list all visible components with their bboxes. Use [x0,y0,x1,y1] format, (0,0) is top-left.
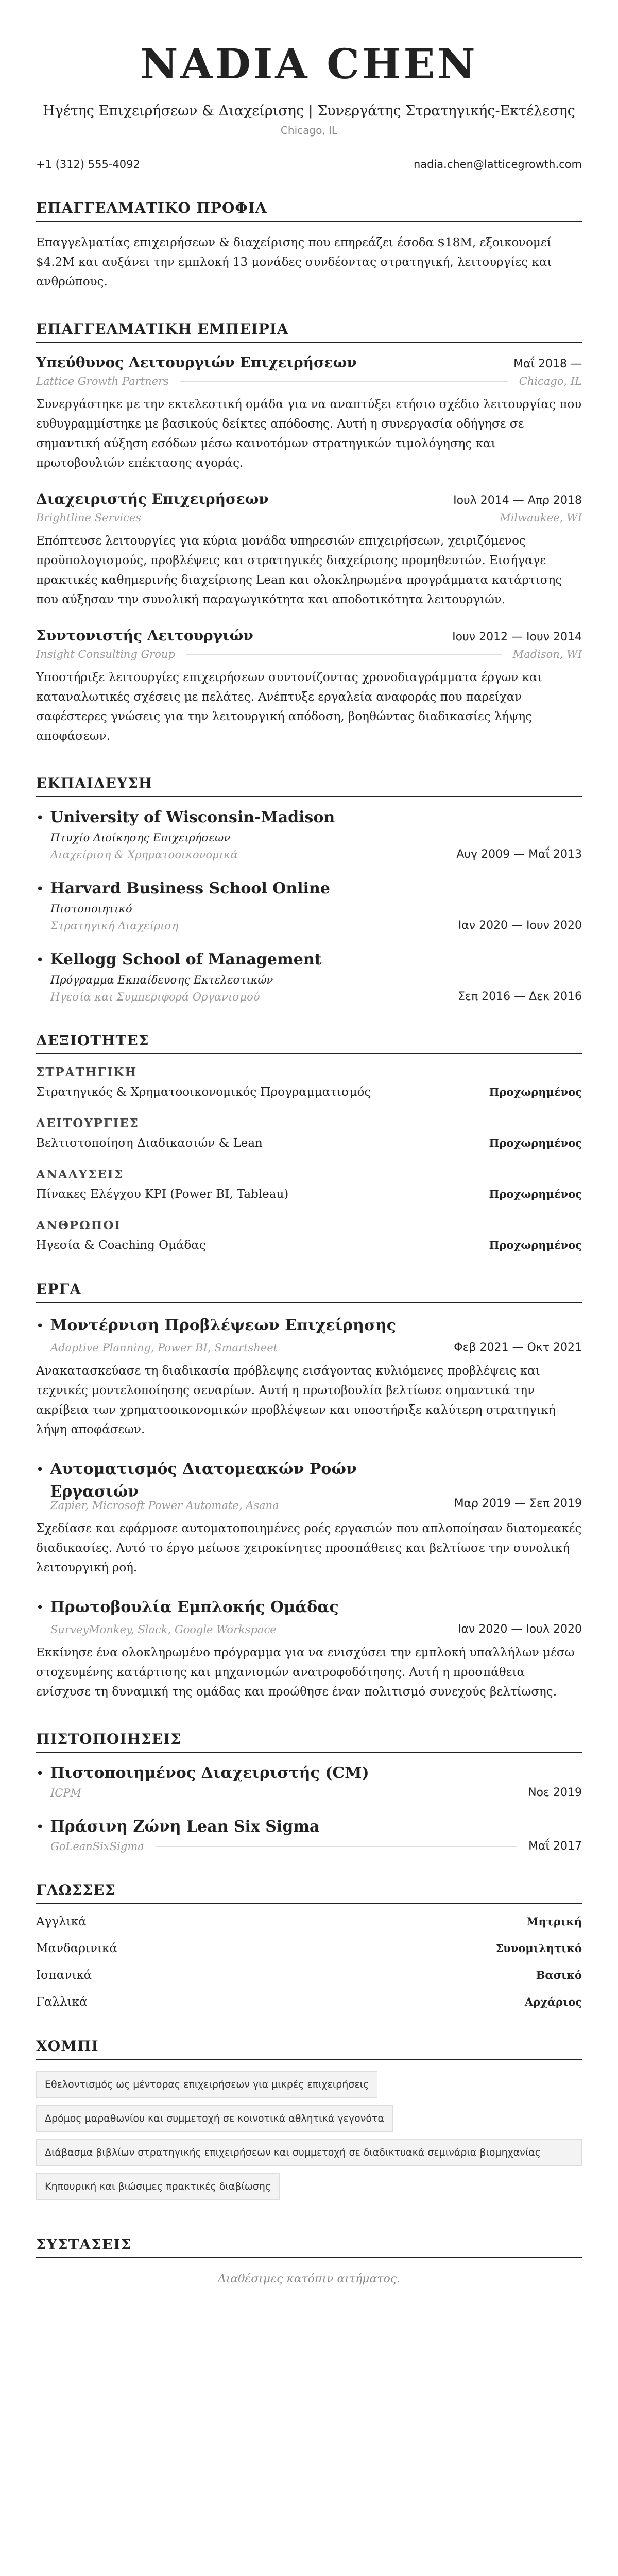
certification-title: Πιστοποιημένος Διαχειριστής (CM) [50,1764,369,1782]
language-row [36,1969,582,1982]
section-heading: ΠΙΣΤΟΠΟΙΗΣΕΙΣ [36,1731,582,1753]
bullet-icon: • [36,1318,44,1334]
references-text: Διαθέσιμες κατόπιν αιτήματος. [217,2273,401,2285]
skill-category [36,1167,582,1201]
certification-entry [36,1818,582,1853]
project-title: Πρωτοβουλία Εμπλοκής Ομάδας [50,1598,339,1616]
skill-name: Βελτιστοποίηση Διαδικασιών & Lean [36,1137,263,1150]
job-entry [36,354,582,473]
bullet-icon: • [36,810,44,826]
dotted-leader [186,654,502,655]
project-date: Ιαν 2020 — Ιουλ 2020 [458,1623,582,1636]
job-description: Συνεργάστηκε με την εκτελεστική ομάδα για να αναπτύξει ετήσιο σχέδιο λειτουργίας που ευθυγραμμίστηκε με βασικούς δείκτες απόδοσης. Αυτή η συνεργασία οδήγησε σε σημαντική αύξηση εσόδων μέσω καινοτόμων στρατηγικών τιμολόγησης και πρωτοβουλιών επέκτασης αγοράς. [36,398,582,470]
language-level: Μητρική [526,1915,582,1928]
certifications-section [36,1731,582,1853]
job-entry [36,627,582,746]
certification-date: Μαΐ 2017 [528,1840,582,1853]
school-name: Kellogg School of Management [50,951,322,969]
project-entry [36,1314,582,1439]
skill-category-label: ΣΤΡΑΤΗΓΙΚΗ [36,1065,138,1079]
hobby-tag: Εθελοντισμός ως μέντορας επιχειρήσεων για μικρές επιχειρήσεις [36,2071,377,2098]
bullet-icon: • [36,882,44,897]
experience-section [36,320,582,746]
project-date: Φεβ 2021 — Οκτ 2021 [454,1341,582,1354]
section-heading: ΓΛΩΣΣΕΣ [36,1882,582,1904]
bullet-icon: • [36,1462,44,1478]
certification-title: Πράσινη Ζώνη Lean Six Sigma [50,1818,320,1836]
job-description: Επόπτευσε λειτουργίες για κύρια μονάδα υπηρεσιών επιχειρήσεων, χειριζόμενος προϋπολογισμούς, προβλέψεις και στρατηγικές διαχείρισης προμηθευτών. Εισήγαγε πρακτικές καθημερινής διαχείρισης Lean και ολοκληρωμένα προγράμματα κατάρτισης που αύξησαν την συνολική παραγωγικότητα και αποδοτικότητα λειτουργιών. [36,534,562,606]
project-title: Μοντέρνιση Προβλέψεων Επιχείρησης [50,1316,397,1334]
bullet-icon: • [36,1766,44,1782]
education-section [36,775,582,1003]
school-name: Harvard Business School Online [50,879,330,897]
skill-level: Προχωρημένος [489,1086,582,1098]
hobby-tag: Κηπουρική και βιώσιμες πρακτικές διαβίωσης [36,2173,280,2200]
skill-level: Προχωρημένος [489,1239,582,1251]
degree: Πιστοποιητικό [50,903,132,915]
job-location: Milwaukee, WI [500,512,582,524]
project-description: Σχεδίασε και εφάρμοσε αυτοματοποιημένες ροές εργασιών που απλοποίησαν διατομεακές διαδικασίες. Αυτό το έργο μείωσε χειροκίνητες προσπάθειες και βελτίωσε την συνολική λειτουργική ροή. [36,1522,582,1574]
profile-text: Επαγγελματίας επιχειρήσεων & διαχείρισης που επηρεάζει έσοδα $18M, εξοικονομεί $4.2M και αυξάνει την εμπλοκή 13 μονάδες συνδέοντας στρατηγική, λειτουργίες και ανθρώπους. [36,236,552,289]
dotted-leader [93,1792,517,1793]
education-entry [36,808,582,861]
project-title: Αυτοματισμός Διατομεακών Ροών Εργασιών [50,1460,357,1501]
job-company: Brightline Services [36,512,142,524]
job-title: Υπεύθυνος Λειτουργιών Επιχειρήσεων [36,354,357,371]
skill-name: Πίνακες Ελέγχου KPI (Power BI, Tableau) [36,1188,289,1201]
skill-category-label: ΑΝΘΡΩΠΟΙ [36,1218,122,1232]
education-entry [36,951,582,1003]
language-row [36,1915,582,1928]
dotted-leader [289,1347,442,1348]
bullet-icon: • [36,1820,44,1835]
job-date: Ιουν 2012 — Ιουν 2014 [452,631,582,643]
hobbies-section [36,2038,582,2207]
skill-category [36,1116,582,1150]
skill-category [36,1065,582,1099]
degree: Πρόγραμμα Εκπαίδευσης Εκτελεστικών [50,974,273,986]
field-of-study: Ηγεσία και Συμπεριφορά Οργανισμού [50,990,260,1003]
section-heading: ΔΕΞΙΟΤΗΤΕΣ [36,1032,582,1054]
dotted-leader [152,517,488,518]
degree: Πτυχίο Διοίκησης Επιχειρήσεων [50,832,230,844]
job-company: Lattice Growth Partners [36,375,169,387]
dotted-leader [180,381,508,382]
language-level: Αρχάριος [524,1995,582,2008]
skill-name: Στρατηγικός & Χρηματοοικονομικός Προγραμματισμός [36,1086,371,1099]
education-date: Σεπ 2016 — Δεκ 2016 [458,990,582,1003]
job-location: Chicago, IL [519,375,582,387]
references-section [36,2236,582,2285]
section-heading: ΕΚΠΑΙΔΕΥΣΗ [36,775,582,797]
job-date: Ιουλ 2014 — Απρ 2018 [453,494,582,507]
languages-section [36,1882,582,2009]
job-location: Madison, WI [512,648,582,660]
language-row [36,1942,582,1955]
candidate-title: Ηγέτης Επιχειρήσεων & Διαχείρισης | Συνεργάτης Στρατηγικής-Εκτέλεσης [43,103,575,119]
dotted-leader [271,996,447,997]
certification-entry [36,1764,582,1799]
contact-row [36,158,582,171]
education-entry [36,879,582,932]
certification-issuer: ICPM [50,1786,81,1799]
skills-section [36,1032,582,1252]
language-name: Ισπανικά [36,1969,92,1982]
skill-name: Ηγεσία & Coaching Ομάδας [36,1239,206,1252]
language-level: Βασικό [536,1969,582,1981]
project-entry [36,1458,582,1578]
section-heading: ΧΟΜΠΙ [36,2038,582,2060]
language-name: Μανδαρινικά [36,1942,117,1955]
section-heading: ΕΡΓΑ [36,1281,582,1303]
profile-section [36,199,582,292]
section-heading: ΕΠΑΓΓΕΛΜΑΤΙΚΟ ΠΡΟΦΙΛ [36,199,582,222]
language-name: Αγγλικά [36,1915,87,1928]
school-name: University of Wisconsin-Madison [50,808,335,826]
skill-level: Προχωρημένος [489,1188,582,1200]
section-heading: ΣΥΣΤΑΣΕΙΣ [36,2236,582,2258]
project-tools: Zapier, Microsoft Power Automate, Asana [50,1499,279,1512]
dotted-leader [190,925,447,926]
skill-level: Προχωρημένος [489,1137,582,1149]
job-entry [36,490,582,609]
education-date: Αυγ 2009 — Μαΐ 2013 [456,848,582,861]
dotted-leader [288,1629,447,1630]
hobby-tag: Δρόμος μαραθωνίου και συμμετοχή σε κοινοτικά αθλητικά γεγονότα [36,2105,393,2132]
language-name: Γαλλικά [36,1995,88,2009]
job-title: Διαχειριστής Επιχειρήσεων [36,490,269,507]
dotted-leader [290,1506,432,1507]
projects-section [36,1281,582,1702]
hobby-tag: Διάβασμα βιβλίων στρατηγικής επιχειρήσεων και συμμετοχή σε διαδικτυακά σεμινάρια βιομηχανίας [36,2139,582,2166]
candidate-name: NADIA CHEN [140,40,478,88]
project-entry [36,1596,582,1702]
certification-date: Νοε 2019 [528,1786,582,1799]
candidate-location: Chicago, IL [280,124,338,137]
job-company: Insight Consulting Group [36,648,175,660]
phone-number: +1 (312) 555-4092 [36,158,140,171]
project-tools: Adaptive Planning, Power BI, Smartsheet [50,1341,278,1354]
skill-category [36,1218,582,1252]
project-tools: SurveyMonkey, Slack, Google Workspace [50,1623,277,1636]
field-of-study: Διαχείριση & Χρηματοοικονομικά [50,848,238,861]
bullet-icon: • [36,1600,44,1616]
job-title: Συντονιστής Λειτουργιών [36,627,253,644]
bullet-icon: • [36,953,44,968]
job-date: Μαΐ 2018 — [513,358,582,370]
language-level: Συνομιλητικό [495,1942,582,1955]
project-description: Ανακατασκεύασε τη διαδικασία πρόβλεψης εισάγοντας κυλιόμενες προβλέψεις και τεχνικές μοντελοποίησης σεναρίων. Αυτή η πρωτοβουλία βελτίωσε σημαντικά την ακρίβεια των χρηματοοικονομικών προβλέψεων και υποστήριξε καλύτερη στρατηγική λήψη αποφάσεων. [36,1364,556,1436]
resume-header [36,41,582,171]
email-address: nadia.chen@latticegrowth.com [413,158,582,171]
skill-category-label: ΛΕΙΤΟΥΡΓΙΕΣ [36,1116,139,1130]
project-date: Μαρ 2019 — Σεπ 2019 [454,1497,582,1510]
dotted-leader [156,1846,517,1847]
education-date: Ιαν 2020 — Ιουν 2020 [458,919,582,932]
section-heading: ΕΠΑΓΓΕΛΜΑΤΙΚΗ ΕΜΠΕΙΡΙΑ [36,320,582,343]
field-of-study: Στρατηγική Διαχείριση [50,919,179,932]
dotted-leader [249,854,445,855]
job-description: Υποστήριξε λειτουργίες επιχειρήσεων συντονίζοντας χρονοδιαγράμματα έργων και καταναλωτικές σχέσεις με πελάτες. Ανέπτυξε εργαλεία αναφοράς που παρείχαν σαφέστερες γνώσεις για την λειτουργική απόδοση, βοηθώντας διαδικασίες λήψης αποφάσεων. [36,671,542,743]
language-row [36,1995,582,2009]
project-description: Εκκίνησε ένα ολοκληρωμένο πρόγραμμα για να ενισχύσει την εμπλοκή υπαλλήλων μέσω στοχευμένης κατάρτισης και μηχανισμών ανατροφοδότησης. Αυτή η προσπάθεια ενίσχυσε τη δυναμική της ομάδας και προώθησε έναν πολιτισμό συνεχούς βελτίωσης. [36,1646,575,1699]
certification-issuer: GoLeanSixSigma [50,1840,144,1853]
skill-category-label: ΑΝΑΛΥΣΕΙΣ [36,1167,124,1181]
